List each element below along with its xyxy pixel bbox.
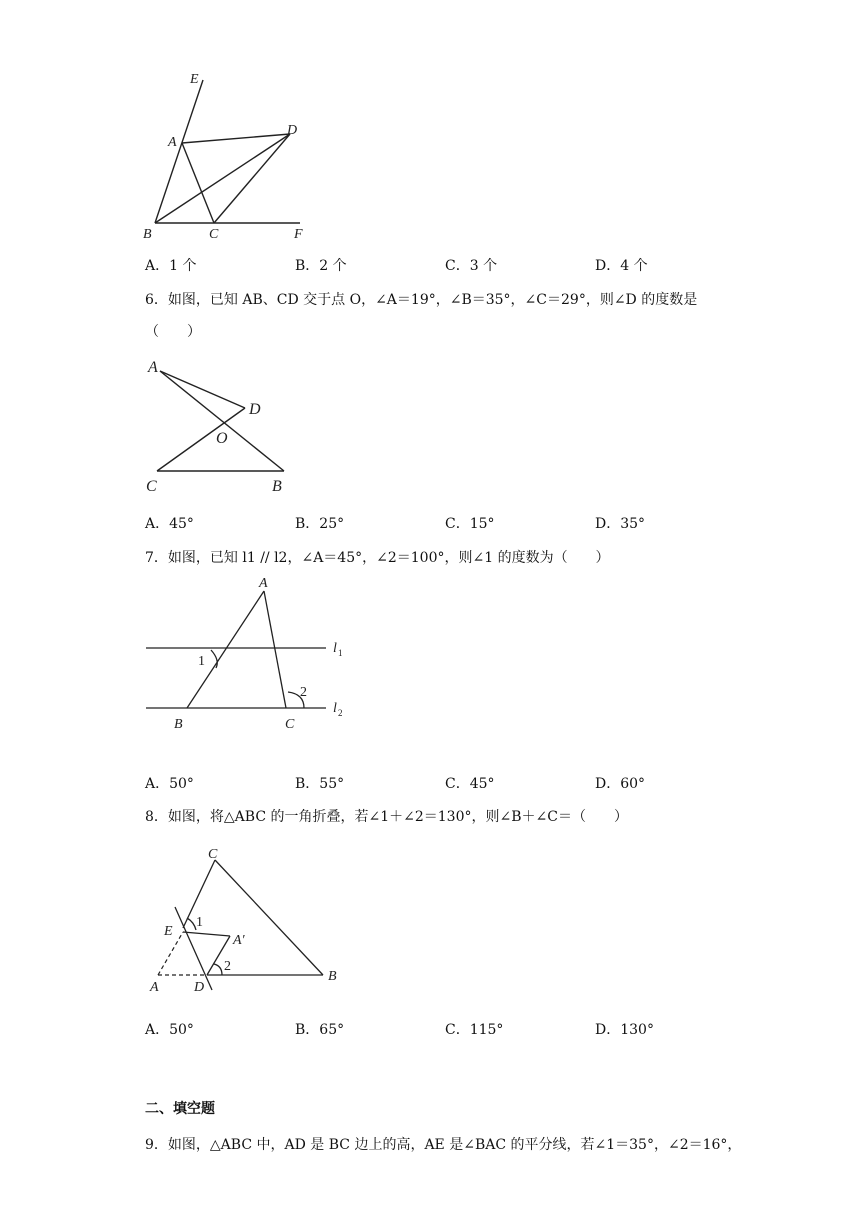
- q7-option-b[interactable]: B．55°: [295, 776, 345, 792]
- q8-option-d[interactable]: D．130°: [595, 1022, 654, 1038]
- q8-label-angle1: 1: [196, 915, 203, 930]
- q6-label-D: D: [249, 401, 261, 418]
- q7-label-angle1: 1: [198, 654, 205, 669]
- q6-option-d[interactable]: D．35°: [595, 516, 646, 532]
- q5-label-F: F: [294, 227, 303, 242]
- q7-label-l2-sub: 2: [338, 708, 343, 718]
- q8-label-B: B: [328, 969, 337, 984]
- section-title-fill-in: 二、填空题: [145, 1101, 215, 1117]
- q7-label-l1: l: [333, 641, 337, 656]
- q6-label-A: A: [148, 359, 158, 376]
- q8-option-b[interactable]: B．65°: [295, 1022, 345, 1038]
- q8-option-c[interactable]: C．115°: [445, 1022, 504, 1038]
- q8-label-A-prime: A′: [233, 933, 245, 948]
- q6-option-a[interactable]: A．45°: [145, 516, 194, 532]
- q7-label-angle2: 2: [300, 685, 307, 700]
- q7-option-a[interactable]: A．50°: [145, 776, 194, 792]
- q6-option-b[interactable]: B．25°: [295, 516, 345, 532]
- q5-option-d[interactable]: D．4 个: [595, 258, 648, 274]
- q6-figure: [140, 355, 300, 495]
- q8-label-angle2: 2: [224, 959, 231, 974]
- q8-label-E: E: [164, 924, 173, 939]
- q9-stem: 9．如图，△ABC 中，AD 是 BC 边上的高，AE 是∠BAC 的平分线，若∠1＝35°，∠2＝16°，: [145, 1137, 742, 1153]
- q7-label-l2: l: [333, 701, 337, 716]
- q7-label-B: B: [174, 717, 183, 732]
- q5-option-c[interactable]: C．3 个: [445, 258, 498, 274]
- q7-figure: [140, 570, 360, 740]
- q5-label-E: E: [190, 72, 199, 87]
- q6-label-O: O: [216, 430, 228, 447]
- q7-stem: 7．如图，已知 l1 // l2，∠A＝45°，∠2＝100°，则∠1 的度数为（ ）: [145, 550, 610, 566]
- q8-stem: 8．如图，将△ABC 的一角折叠，若∠1＋∠2＝130°，则∠B＋∠C＝（ ）: [145, 809, 628, 825]
- q5-option-b[interactable]: B．2 个: [295, 258, 347, 274]
- q7-label-l1-sub: 1: [338, 648, 343, 658]
- q6-option-c[interactable]: C．15°: [445, 516, 495, 532]
- q6-stem-bracket: （ ）: [145, 324, 201, 340]
- q5-figure: [135, 68, 335, 243]
- q7-label-A: A: [259, 576, 268, 591]
- q8-option-a[interactable]: A．50°: [145, 1022, 194, 1038]
- q5-option-a[interactable]: A．1 个: [145, 258, 197, 274]
- q7-label-C: C: [285, 717, 295, 732]
- q8-figure: [140, 840, 360, 1000]
- q6-label-B: B: [272, 478, 282, 495]
- q5-label-D: D: [287, 123, 298, 138]
- q5-label-C: C: [209, 227, 219, 242]
- q5-label-B: B: [143, 227, 152, 242]
- q5-label-A: A: [168, 135, 177, 150]
- q8-label-D: D: [194, 980, 205, 995]
- q7-option-c[interactable]: C．45°: [445, 776, 495, 792]
- q7-option-d[interactable]: D．60°: [595, 776, 646, 792]
- q6-stem: 6．如图，已知 AB、CD 交于点 O，∠A＝19°，∠B＝35°，∠C＝29°，则∠D 的度数是: [145, 292, 698, 308]
- q6-label-C: C: [146, 478, 157, 495]
- q8-label-A: A: [150, 980, 159, 995]
- q8-label-C: C: [208, 847, 218, 862]
